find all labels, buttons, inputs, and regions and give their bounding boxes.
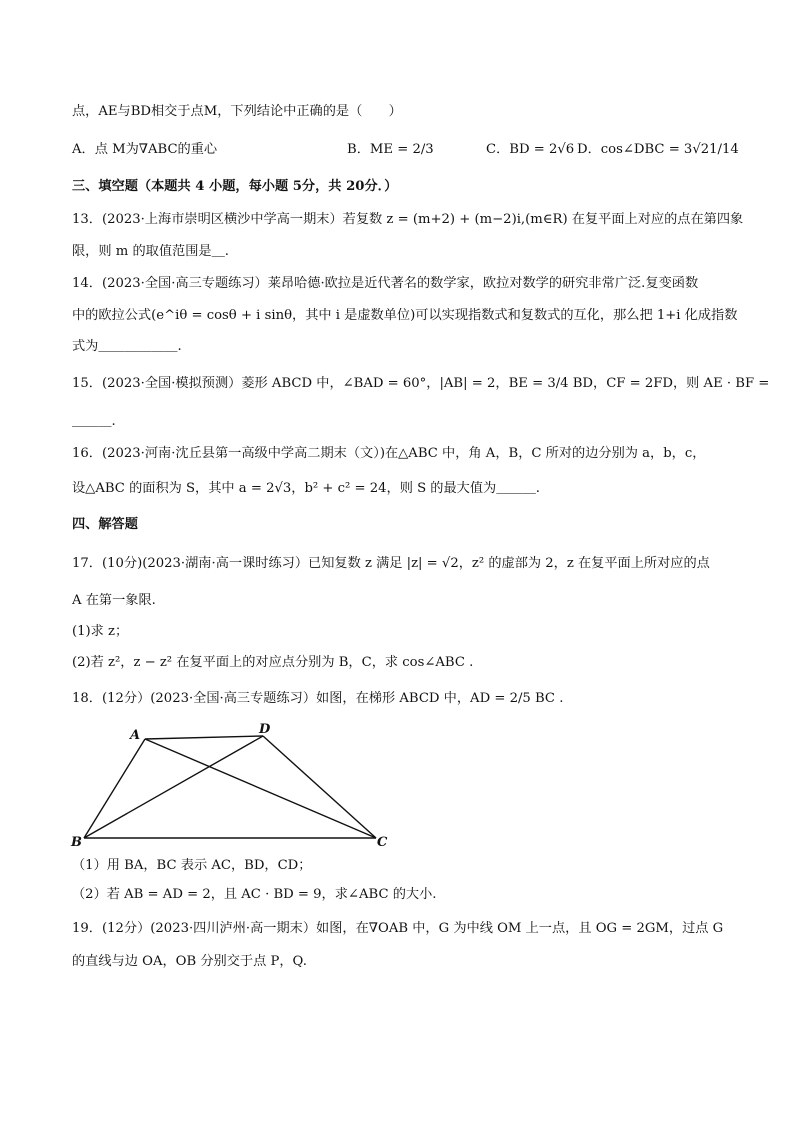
q12-option-c: C．BD = 2√6 — [486, 142, 575, 157]
q18-part2: （2）若 AB = AD = 2，且 AC · BD = 9，求∠ABC 的大小. — [72, 887, 437, 902]
q12-option-b: B．ME = 2/3 — [347, 142, 434, 157]
q16-line2: 设△ABC 的面积为 S，其中 a = 2√3，b² + c² = 24，则 S 的最大值为＿＿＿. — [72, 481, 541, 496]
q18-part1: （1）用 BA，BC 表示 AC，BD，CD； — [72, 858, 312, 873]
q17-part2: (2)若 z²，z − z² 在复平面上的对应点分别为 B，C，求 cos∠ABC . — [72, 655, 474, 670]
q19-line1: 19．(12分）(2023·四川泸州·高一期末）如图，在∇OAB 中，G 为中线 OM 上一点，且 OG = 2GM，过点 G — [72, 921, 724, 936]
q18-line1: 18．(12分）(2023·全国·高三专题练习）如图，在梯形 ABCD 中，AD = 2/5 BC . — [72, 691, 564, 706]
vertex-label-a: A — [130, 728, 141, 743]
q19-line2: 的直线与边 OA，OB 分别交于点 P，Q. — [72, 954, 307, 969]
section3-title: 三、填空题（本题共 4 小题，每小题 5分，共 20分．） — [72, 179, 398, 194]
q17-part1: (1)求 z； — [72, 624, 129, 639]
q14-line1: 14．(2023·全国·高三专题练习）莱昂哈德·欧拉是近代著名的数学家，欧拉对数学的研究非常广泛.复变函数 — [72, 276, 699, 291]
q17-line2: A 在第一象限. — [72, 593, 156, 608]
q12-option-a: A．点 M为∇ABC的重心 — [72, 142, 218, 157]
section4-title: 四、解答题 — [72, 517, 138, 532]
edge-ab — [84, 739, 145, 838]
vertex-label-d: D — [259, 722, 271, 737]
edge-ad — [145, 736, 263, 739]
q14-line3: 式为＿＿＿＿＿＿. — [72, 339, 182, 354]
q13-line2: 限，则 m 的取值范围是＿. — [72, 244, 229, 259]
q15-line1: 15．(2023·全国·模拟预测）菱形 ABCD 中，∠BAD = 60°，|AB| = 2，BE = 3/4 BD，CF = 2FD，则 AE · BF = — [72, 376, 770, 391]
trapezoid-figure — [66, 720, 406, 852]
q15-line2: ＿＿＿. — [72, 414, 116, 429]
q17-line1: 17．(10分)(2023·湖南·高一课时练习）已知复数 z 满足 |z| = √2，z² 的虚部为 2，z 在复平面上所对应的点 — [72, 556, 710, 571]
q13-line1: 13．(2023·上海市崇明区横沙中学高一期末）若复数 z = (m+2) + (m−2)i,(m∈R) 在复平面上对应的点在第四象 — [72, 212, 744, 227]
q14-line2: 中的欧拉公式(e^iθ = cosθ + i sinθ，其中 i 是虚数单位)可以实现指数式和复数式的互化，那么把 1+i 化成指数 — [72, 308, 738, 323]
vertex-label-c: C — [377, 835, 388, 850]
q16-line1: 16．(2023·河南·沈丘县第一高级中学高二期末（文）)在△ABC 中，角 A，B，C 所对的边分别为 a，b，c， — [72, 446, 706, 461]
q12-tail: 点，AE与BD相交于点M，下列结论中正确的是（ ） — [72, 104, 402, 119]
diagonal-ac — [145, 739, 376, 838]
edge-dc — [263, 736, 376, 838]
vertex-label-b: B — [71, 835, 82, 850]
q12-option-d: D．cos∠DBC = 3√21/14 — [577, 142, 739, 157]
